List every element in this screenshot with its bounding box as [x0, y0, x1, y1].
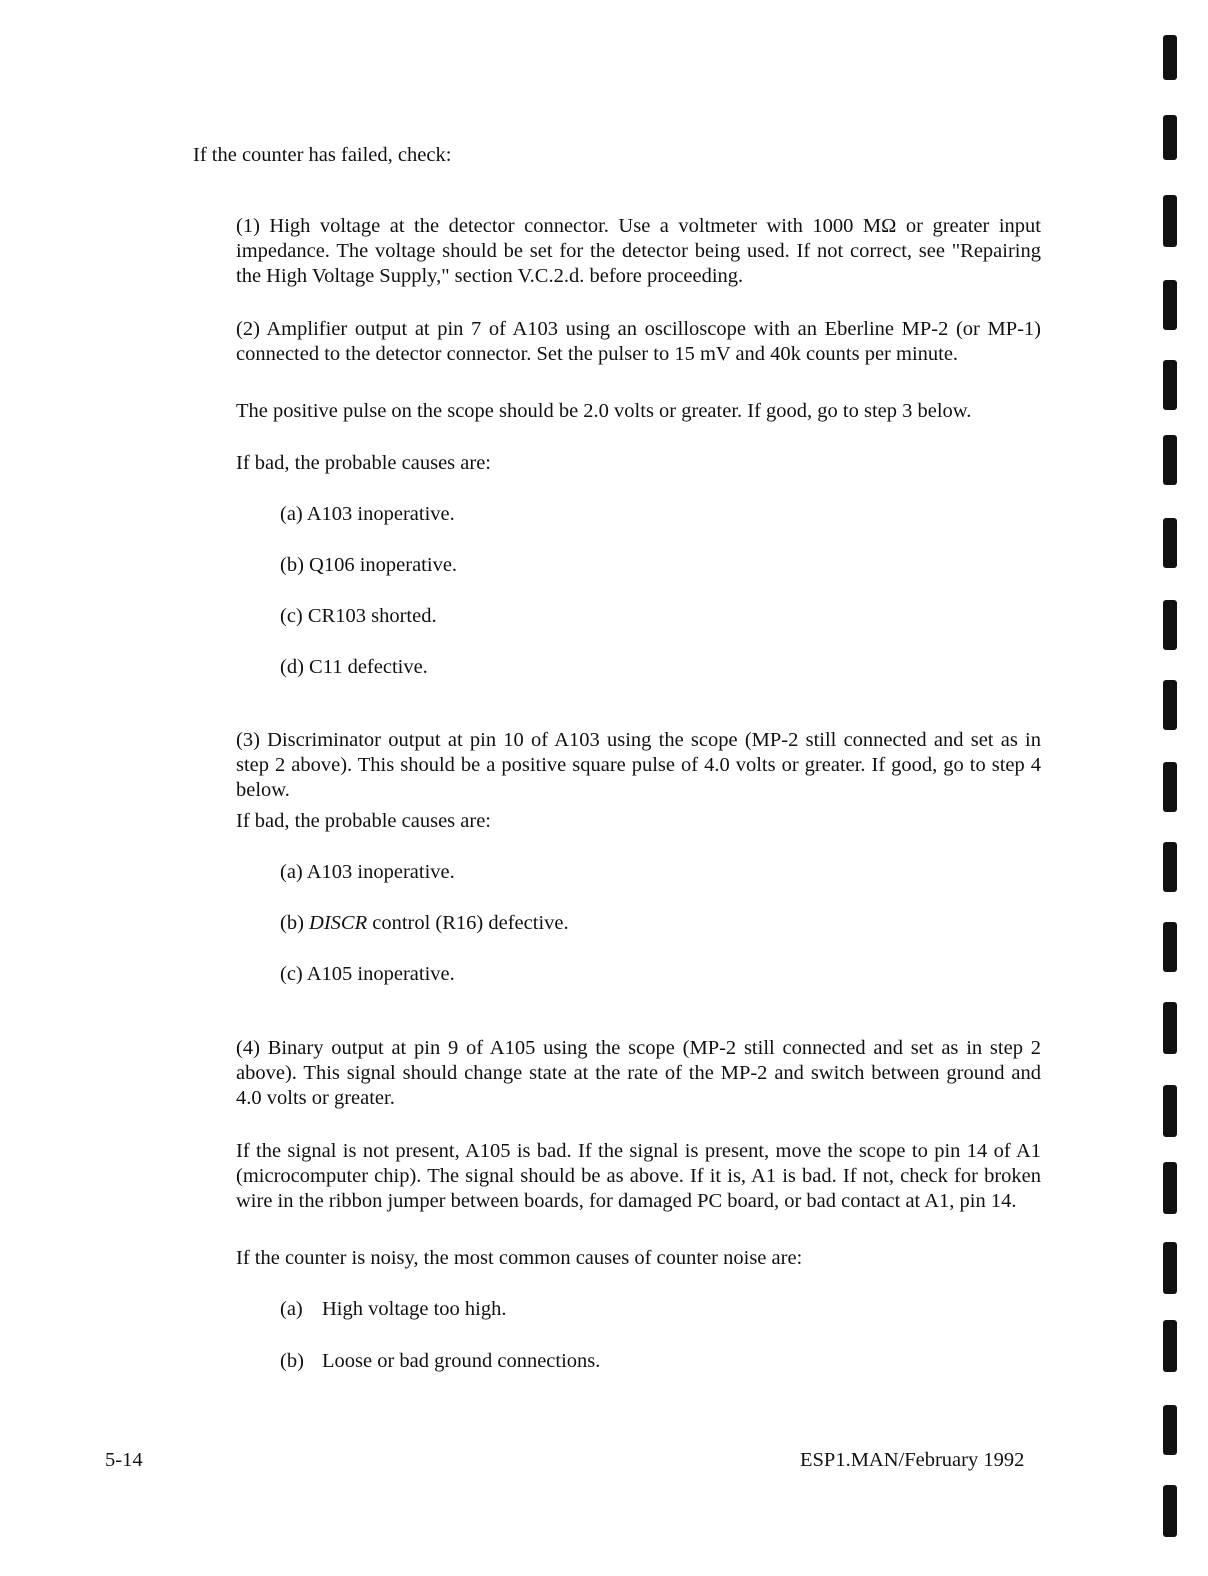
step-4-text: (4) Binary output at pin 9 of A105 using the scope (MP-2 still connected and set as in step 2 above). This signal should change state at the rate of the MP-2 and switch between ground and 4.0 volts or greater.	[236, 1036, 1041, 1109]
revision-bar	[1163, 1242, 1177, 1294]
list-item-text: High voltage too high.	[322, 1298, 507, 1320]
list-item	[280, 1297, 506, 1322]
revision-bar	[1163, 1162, 1177, 1214]
list-item: (b) Q106 inoperative.	[280, 554, 458, 576]
revision-bar	[1163, 842, 1177, 892]
noise-intro: If the counter is noisy, the most common causes of counter noise are:	[236, 1247, 803, 1269]
revision-bar	[1163, 680, 1177, 730]
revision-bar	[1163, 1085, 1177, 1137]
revision-bar	[1163, 280, 1177, 330]
list-item: (c) A105 inoperative.	[280, 963, 455, 985]
list-item: (a) A103 inoperative.	[280, 503, 455, 525]
document-id: ESP1.MAN/February 1992	[800, 1449, 1025, 1471]
list-item-label: (b)	[280, 1350, 304, 1372]
revision-bar	[1163, 435, 1177, 485]
list-item-text: Loose or bad ground connections.	[322, 1350, 601, 1372]
step-2-result: The positive pulse on the scope should be 2.0 volts or greater. If good, go to step 3 below.	[236, 400, 972, 422]
list-item	[280, 911, 569, 936]
step-4-result: If the signal is not present, A105 is bad. If the signal is present, move the scope to pin 14 of A1 (microcomputer chip). The signal should be as above. If it is, A1 is bad. If not, check for broken wire in the ribbon jumper between boards, for damaged PC board, or bad contact at A1, pin 14.	[236, 1139, 1041, 1212]
revision-bar	[1163, 600, 1177, 650]
list-item: (a) A103 inoperative.	[280, 861, 455, 883]
intro-text: If the counter has failed, check:	[193, 144, 452, 166]
list-item-label: (a)	[280, 1298, 303, 1320]
page-number: 5-14	[105, 1449, 143, 1471]
revision-bar	[1163, 1405, 1177, 1455]
revision-bar	[1163, 1320, 1177, 1372]
revision-bar	[1163, 518, 1177, 568]
revision-bar	[1163, 762, 1177, 812]
list-item: (d) C11 defective.	[280, 656, 428, 678]
step-3-text: (3) Discriminator output at pin 10 of A103 using the scope (MP-2 still connected and set as in step 2 above). This should be a positive square pulse of 4.0 volts or greater. If good, go to step 4 below.	[236, 728, 1041, 801]
list-item: (c) CR103 shorted.	[280, 605, 437, 627]
revision-bar	[1163, 195, 1177, 247]
revision-bar	[1163, 922, 1177, 972]
revision-bar	[1163, 1485, 1177, 1537]
causes-intro-1: If bad, the probable causes are:	[236, 452, 491, 474]
revision-bar	[1163, 35, 1177, 80]
step-1-text: (1) High voltage at the detector connector. Use a voltmeter with 1000 MΩ or greater input impedance. The voltage should be set for the detector being used. If not correct, see "Repairing the High Voltage Supply," section V.C.2.d. before proceeding.	[236, 214, 1041, 287]
discr-control-label: DISCR	[309, 912, 368, 934]
list-item	[280, 1349, 600, 1374]
list-item-suffix: control (R16) defective.	[367, 912, 569, 934]
revision-bar	[1163, 115, 1177, 160]
causes-intro-2: If bad, the probable causes are:	[236, 810, 491, 832]
revision-bar	[1163, 1002, 1177, 1054]
list-item-prefix: (b)	[280, 912, 310, 934]
revision-bar	[1163, 360, 1177, 410]
step-2-text: (2) Amplifier output at pin 7 of A103 using an oscilloscope with an Eberline MP-2 (or MP-1) connected to the detector connector. Set the pulser to 15 mV and 40k counts per minute.	[236, 317, 1041, 365]
